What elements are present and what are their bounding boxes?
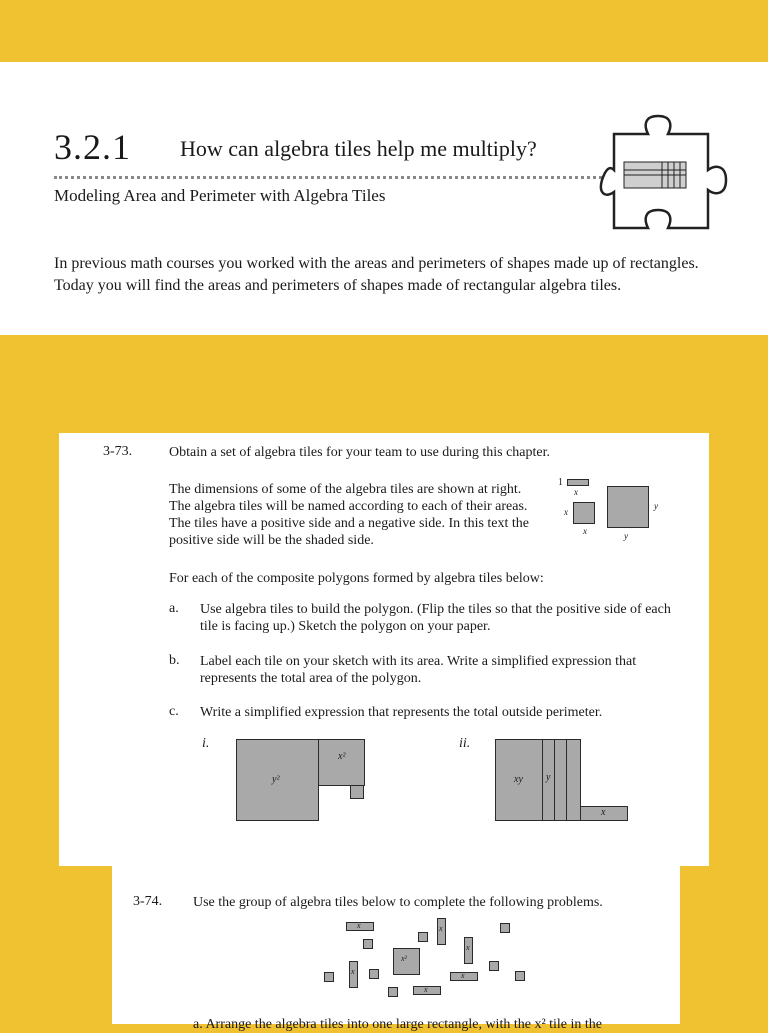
problem-3-74: [112, 866, 680, 1032]
problem-text: Use the group of algebra tiles below to complete the following problems.: [193, 895, 603, 910]
unit-label: 1: [558, 477, 563, 488]
part-a-text: Use algebra tiles to build the polygon. (Flip the tiles so that the positive side of each tile is facing up.) Sketch the polygon on your paper.: [200, 602, 671, 634]
lesson-number: 3.2.1: [54, 127, 131, 167]
y-tile: [566, 739, 581, 821]
x-label: x: [574, 487, 578, 497]
part-letter: c.: [169, 704, 179, 719]
part-c-text: Write a simplified expression that represents the total outside perimeter.: [200, 705, 603, 720]
unit-tile: [418, 932, 428, 942]
part-letter: b.: [169, 653, 180, 668]
figure-i-label: i.: [202, 736, 210, 751]
problem-3-73: [59, 433, 709, 866]
x-label: x: [439, 924, 443, 933]
unit-tile: [388, 987, 398, 997]
problem-number: 3-74.: [133, 894, 163, 909]
y-label: y: [654, 501, 658, 511]
y-label: y: [546, 772, 551, 783]
x-label: x: [564, 507, 568, 517]
x-label: x: [461, 971, 465, 980]
unit-tile: [369, 969, 379, 979]
lesson-title: How can algebra tiles help me multiply?: [180, 136, 537, 161]
x-label: x: [466, 943, 470, 952]
dimensions-text: The dimensions of some of the algebra tiles are shown at right. The algebra tiles will be named according to each of their areas. The tiles have a positive side and a negative side. In this text the positive side will be the shaded side.: [169, 482, 530, 548]
x-label: x: [583, 526, 587, 536]
part-b-text: Label each tile on your sketch with its area. Write a simplified expression that represents the total area of the polygon.: [200, 654, 637, 686]
x-label: x: [601, 807, 606, 818]
x-squared-tile: [318, 739, 365, 786]
unit-tile: [500, 923, 510, 933]
x-label: x: [357, 921, 361, 930]
x-label: x: [351, 967, 355, 976]
x-squared-tile: [573, 502, 595, 524]
unit-tile: [489, 961, 499, 971]
part-a-text: a. Arrange the algebra tiles into one large rectangle, with the x² tile in the: [193, 1017, 603, 1032]
unit-tile: [363, 939, 373, 949]
xy-label: xy: [514, 774, 523, 785]
x-tile: [567, 479, 589, 486]
problem-number: 3-73.: [103, 444, 133, 459]
y-squared-tile: [607, 486, 649, 528]
x-label: x: [424, 985, 428, 994]
problem-line: Obtain a set of algebra tiles for your team to use during this chapter.: [169, 445, 551, 460]
x-squared-label: x²: [401, 954, 407, 963]
composite-intro: For each of the composite polygons formed by algebra tiles below:: [169, 571, 544, 586]
lesson-subtitle: Modeling Area and Perimeter with Algebra Tiles: [54, 186, 386, 205]
lesson-intro: In previous math courses you worked with the areas and perimeters of shapes made up of rectangles. Today you will find the areas and perimeters of shapes made of rectangular algebra tiles.: [54, 255, 699, 294]
y-label: y: [624, 531, 628, 541]
part-letter: a.: [169, 601, 179, 616]
puzzle-piece-icon: [600, 112, 728, 238]
y-squared-label: y²: [272, 774, 280, 785]
unit-tile: [324, 972, 334, 982]
unit-tile: [350, 785, 364, 799]
x-squared-label: x²: [338, 751, 346, 762]
dotted-divider: [54, 176, 614, 179]
unit-tile: [515, 971, 525, 981]
figure-ii-label: ii.: [459, 736, 471, 751]
